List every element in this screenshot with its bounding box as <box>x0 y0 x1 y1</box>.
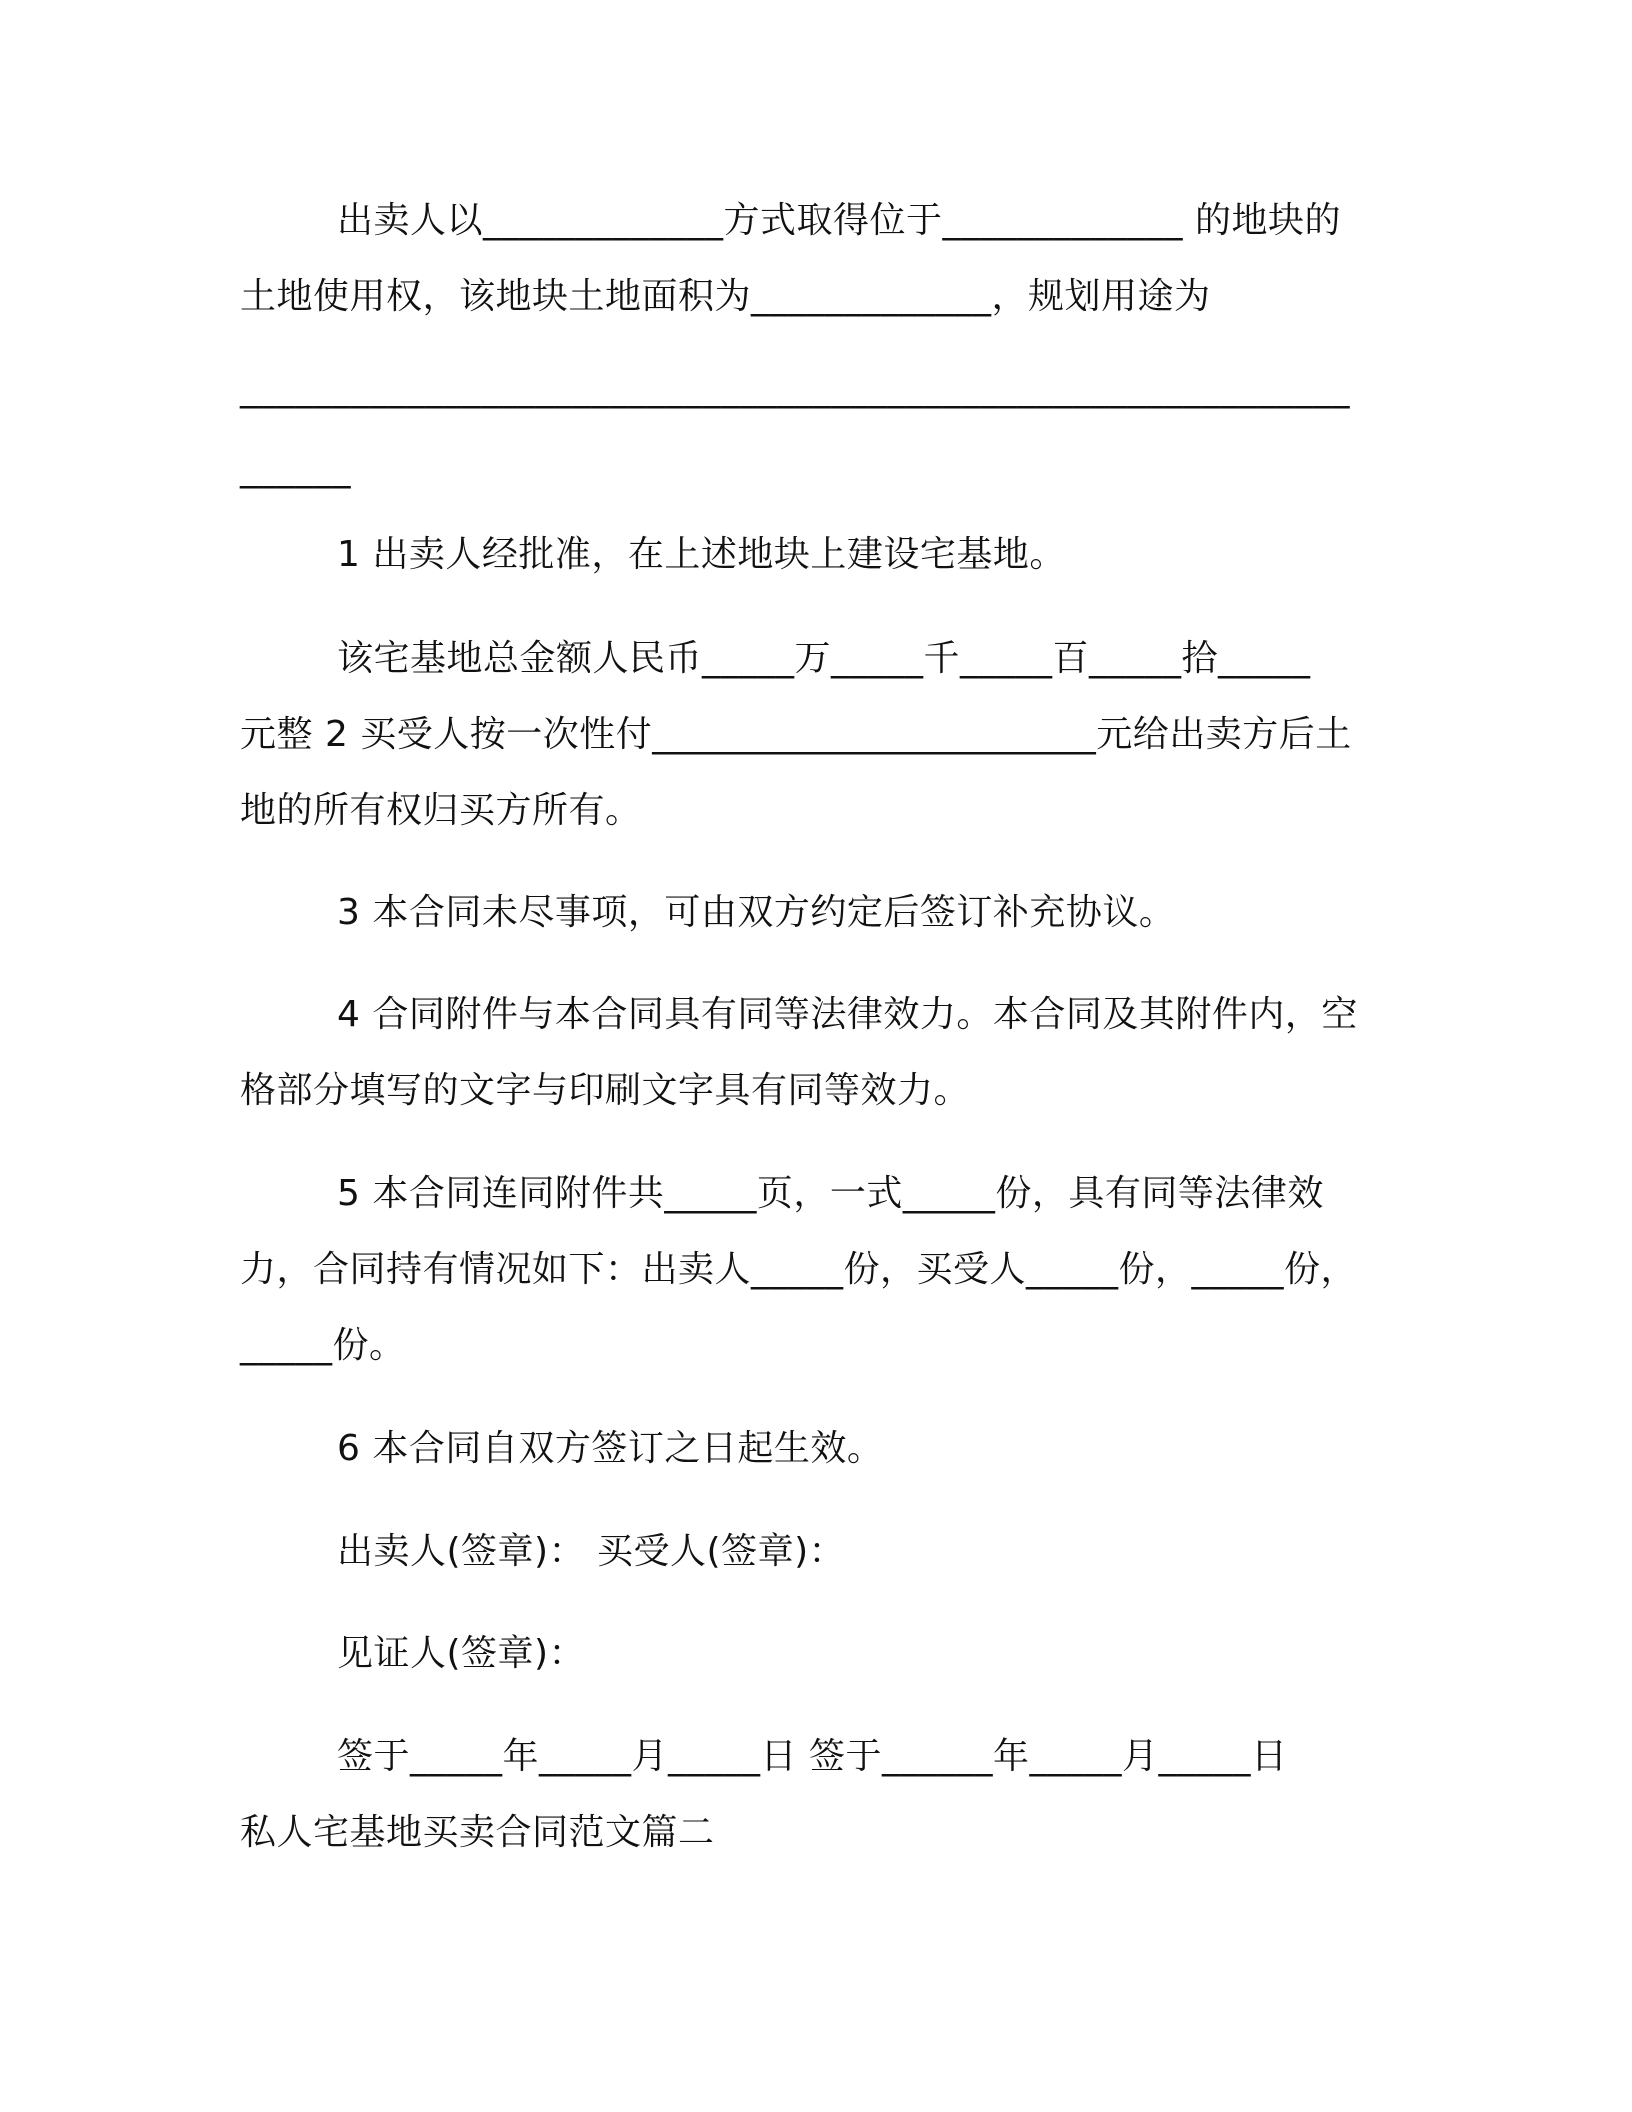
clause-4-line-2: 格部分填写的文字与印刷文字具有同等效力。 <box>240 1070 971 1111</box>
clause-5-line-2: 力，合同持有情况如下：出卖人_____份，买受人_____份，_____份， <box>240 1249 1358 1290</box>
signing-date-line: 签于_____年_____月_____日 签于______年_____月_____日 <box>337 1736 1288 1777</box>
section-heading-2: 私人宅基地买卖合同范文篇二 <box>240 1812 715 1853</box>
signature-seller-buyer: 出卖人(签章)： 买受人(签章)： <box>337 1531 846 1572</box>
clause-5-line-1: 5 本合同连同附件共_____页，一式_____份，具有同等法律效 <box>337 1173 1324 1214</box>
paragraph-land-source-line-2: 土地使用权，该地块土地面积为_____________，规划用途为 <box>240 276 1211 317</box>
clause-4-line-1: 4 合同附件与本合同具有同等法律效力。本合同及其附件内，空 <box>337 994 1358 1035</box>
amount-line-1: 该宅基地总金额人民币_____万_____千_____百_____拾_____ <box>337 638 1311 679</box>
paragraph-land-source-line-3: ____________________________________________________________ <box>240 368 1350 409</box>
amount-line-3: 地的所有权归买方所有。 <box>240 790 642 831</box>
clause-6: 6 本合同自双方签订之日起生效。 <box>337 1428 884 1469</box>
clause-3: 3 本合同未尽事项，可由双方约定后签订补充协议。 <box>337 892 1176 933</box>
signature-witness: 见证人(签章)： <box>337 1633 586 1674</box>
paragraph-land-source-line-4: ______ <box>240 448 351 489</box>
amount-line-2: 元整 2 买受人按一次性付________________________元给出卖方后土 <box>240 714 1352 755</box>
clause-1: 1 出卖人经批准，在上述地块上建设宅基地。 <box>337 534 1066 575</box>
clause-5-line-3: _____份。 <box>240 1325 406 1366</box>
paragraph-land-source-line-1: 出卖人以_____________方式取得位于_____________ 的地块的 <box>337 200 1341 241</box>
